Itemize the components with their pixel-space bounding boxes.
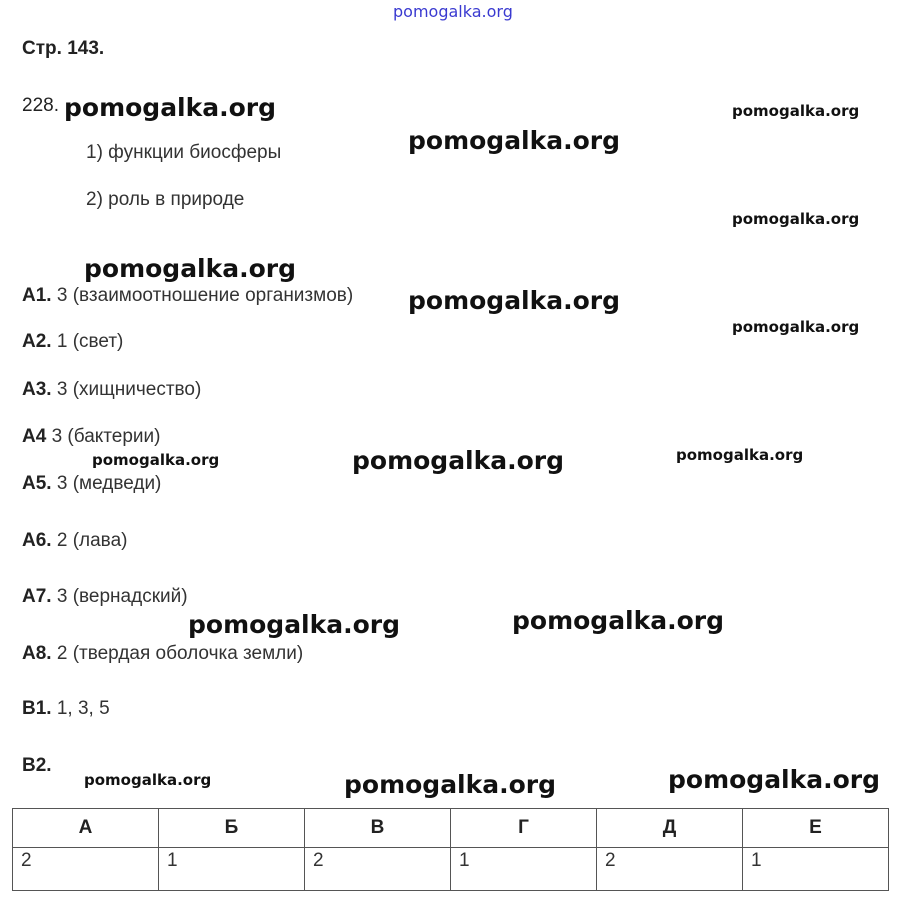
answer-value: 2 (лава) [56,530,128,551]
table-row [13,848,889,891]
answer-a2 [22,331,123,353]
answer-a7 [22,586,188,608]
table-header-cell: Е [743,809,889,848]
answer-label: А3. [22,379,52,400]
watermark: pomogalka.org [64,93,277,122]
table-cell: 1 [159,848,305,891]
table-header-row [13,809,889,848]
table-header-cell: В [305,809,451,848]
answer-label: А6. [22,530,52,551]
answer-a4 [22,426,160,448]
answer-label: В1. [22,698,52,719]
task-item-1: 1) функции биосферы [86,142,282,163]
table-header-cell: Д [597,809,743,848]
watermark: pomogalka.org [668,765,881,794]
table-header-cell: А [13,809,159,848]
task-number: 228. [22,95,59,116]
answer-label: А1. [22,285,52,306]
answer-value: 3 (бактерии) [51,426,161,447]
answer-label: А7. [22,586,52,607]
table-header-cell: Г [451,809,597,848]
answer-label: А5. [22,473,52,494]
table-cell: 2 [597,848,743,891]
answer-a1 [22,285,353,307]
answer-value: 1, 3, 5 [56,698,110,719]
table-header-cell: Б [159,809,305,848]
watermark: pomogalka.org [732,210,860,228]
task-item-2: 2) роль в природе [86,189,245,210]
watermark: pomogalka.org [408,126,621,155]
watermark: pomogalka.org [92,451,220,469]
watermark: pomogalka.org [676,446,804,464]
watermark: pomogalka.org [344,770,557,799]
answer-label: А2. [22,331,52,352]
answer-value: 3 (хищничество) [56,379,202,400]
answer-value: 3 (вернадский) [56,586,188,607]
answer-a8 [22,643,303,665]
table-cell: 2 [13,848,159,891]
table-cell: 2 [305,848,451,891]
answer-a3 [22,379,201,401]
answer-value: 1 (свет) [56,331,124,352]
watermark: pomogalka.org [408,286,621,315]
answer-value: 3 (взаимоотношение организмов) [56,285,354,306]
answer-label: А8. [22,643,52,664]
watermark: pomogalka.org [732,318,860,336]
answer-value: 3 (медведи) [56,473,162,494]
answer-b1 [22,698,110,720]
watermark: pomogalka.org [352,446,565,475]
watermark: pomogalka.org [732,102,860,120]
watermark: pomogalka.org [512,606,725,635]
table-cell: 1 [743,848,889,891]
page-title: Стр. 143. [22,38,105,59]
watermark-top-link[interactable]: pomogalka.org [393,2,513,21]
table-cell: 1 [451,848,597,891]
answer-a5 [22,473,161,495]
answer-a6 [22,530,127,552]
b2-answer-table [12,808,889,891]
watermark: pomogalka.org [84,771,212,789]
answer-value: 2 (твердая оболочка земли) [56,643,304,664]
answer-label: В2. [22,755,52,776]
watermark: pomogalka.org [188,610,401,639]
answer-b2 [22,755,52,777]
watermark: pomogalka.org [84,254,297,283]
answer-label: А4 [22,426,47,447]
